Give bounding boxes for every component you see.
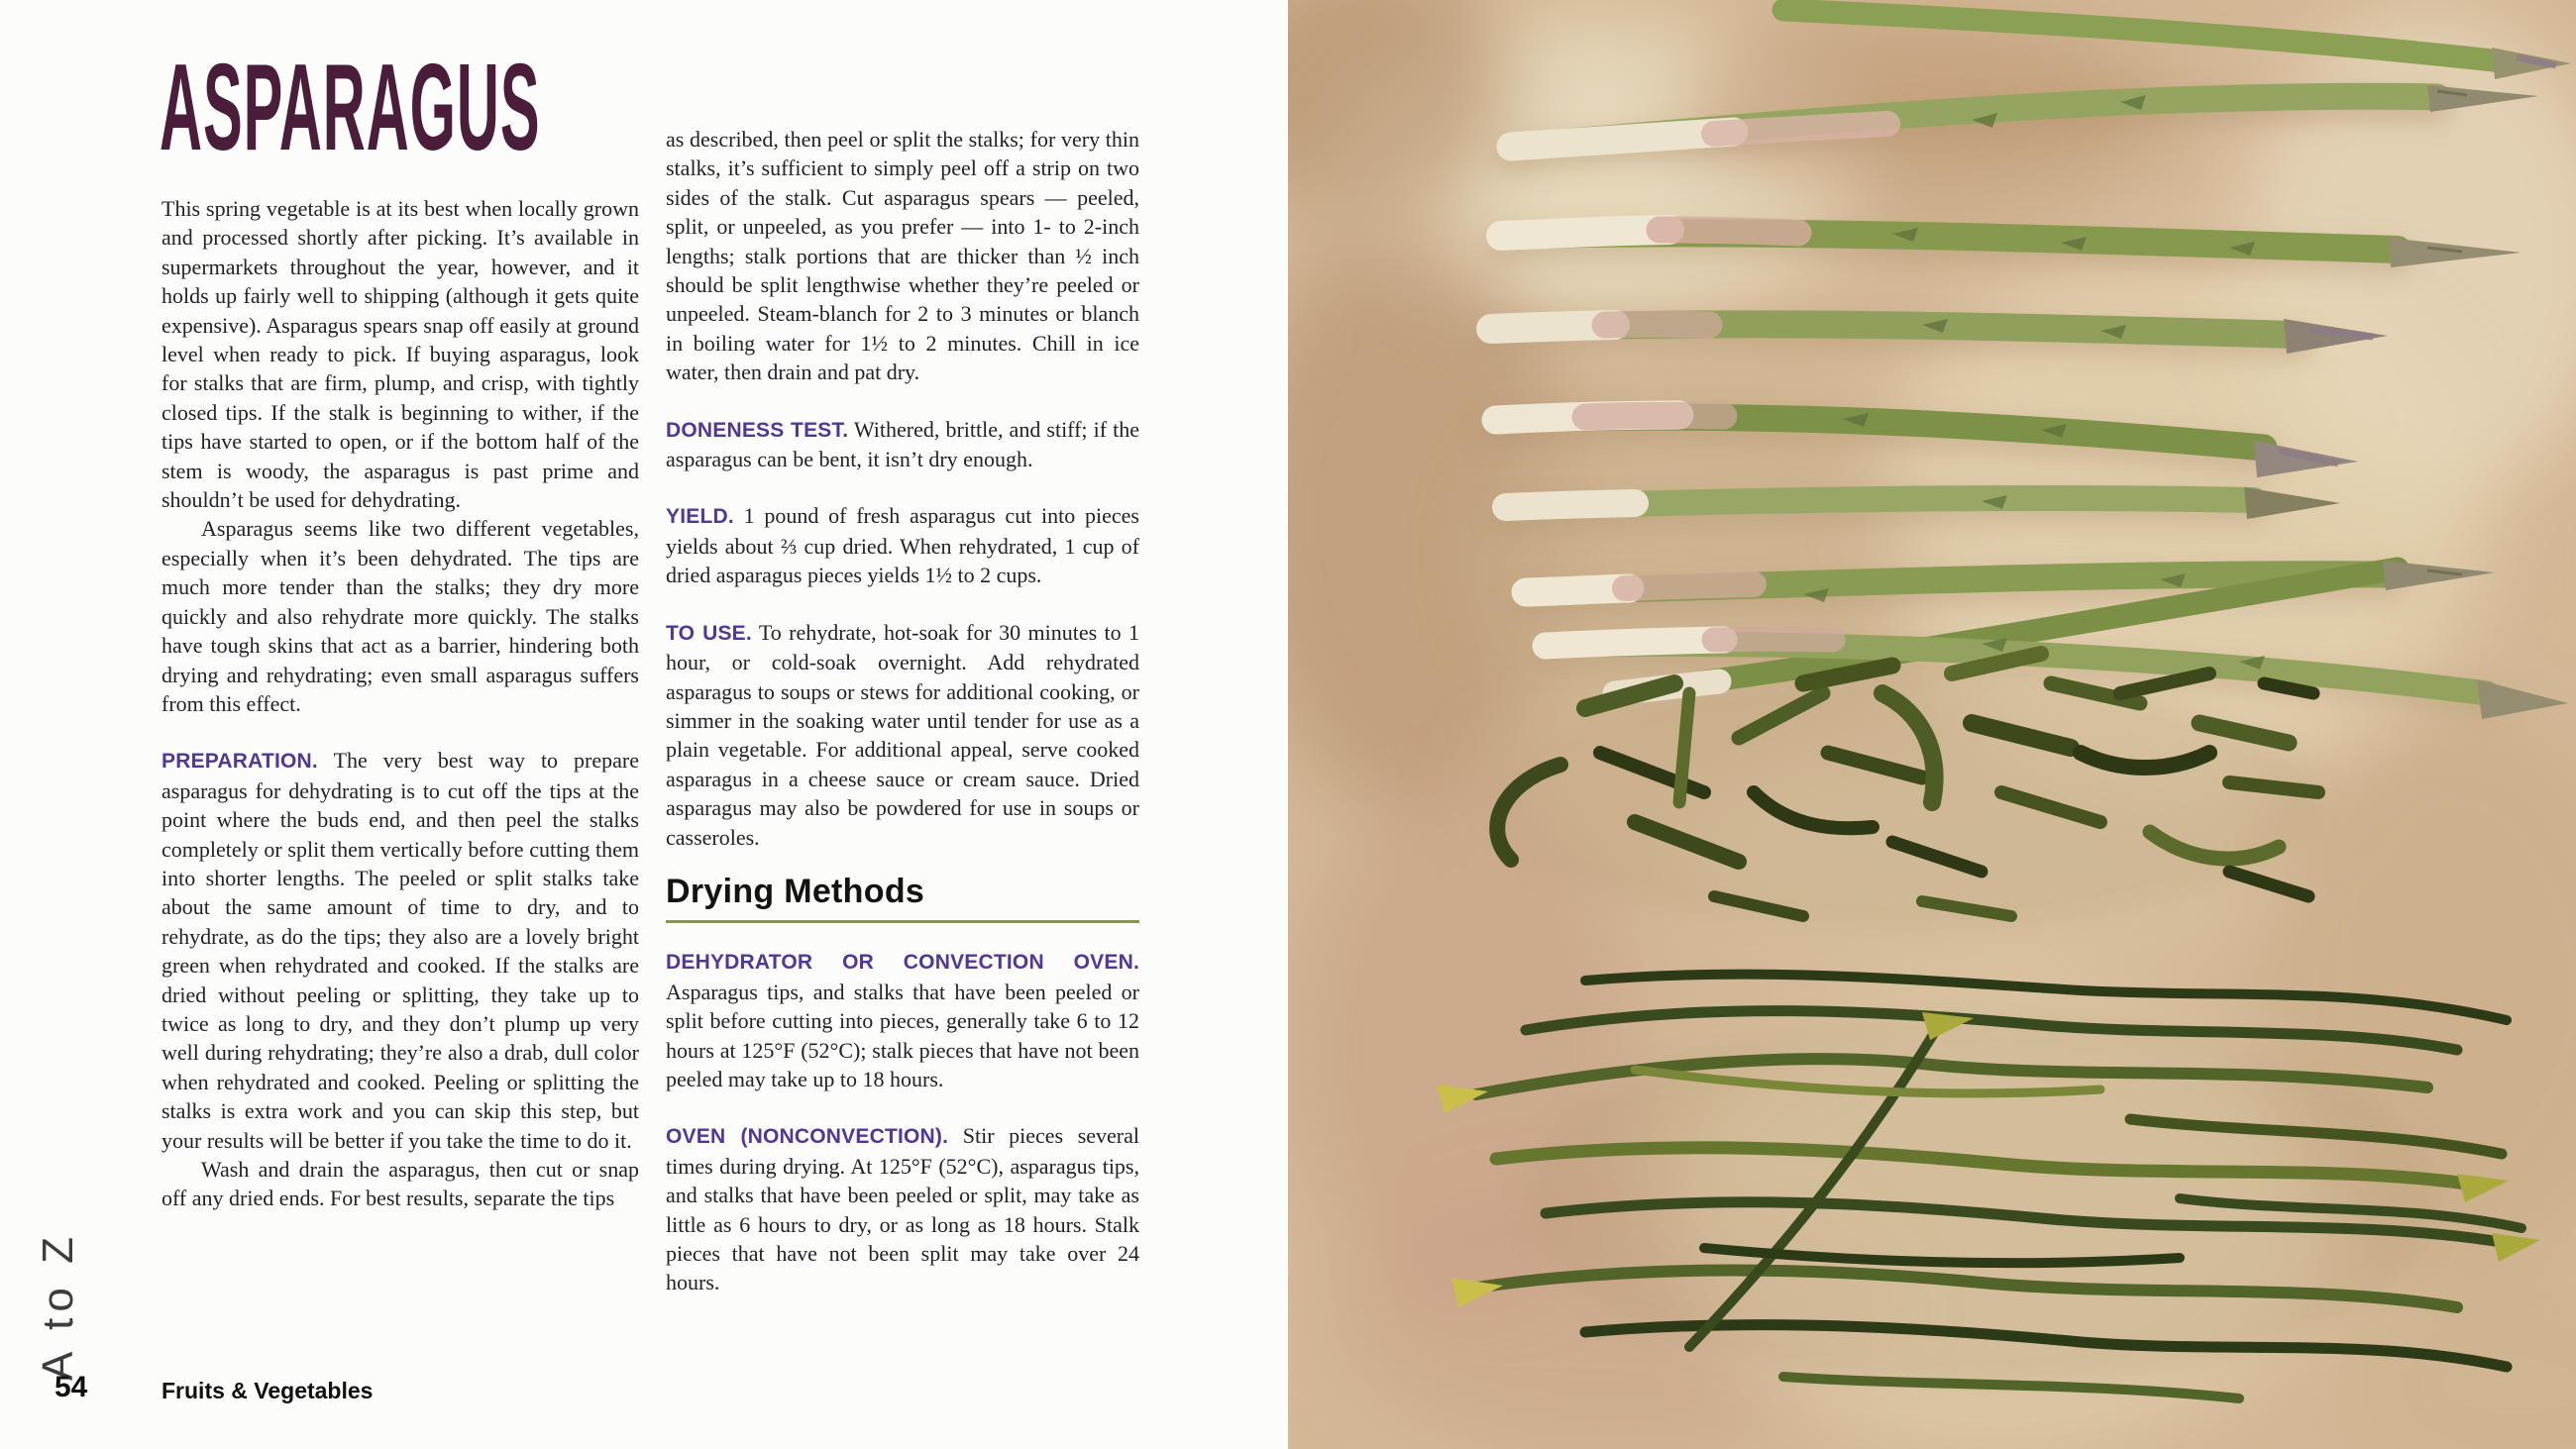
yield-label: YIELD. bbox=[666, 505, 734, 529]
yield-section bbox=[666, 501, 1139, 589]
page-number: 54 bbox=[54, 1371, 88, 1403]
wash-paragraph: Wash and drain the asparagus, then cut or snap off any dried ends. For best results, separate the tips bbox=[161, 1157, 639, 1211]
doneness-text: Withered, brittle, and stiff; if the asparagus can be bent, it isn’t dry enough. bbox=[666, 416, 1139, 472]
text-column-2 bbox=[666, 125, 1139, 1297]
oven-text: Stir pieces several times during drying. At 125°F (52°C), asparagus tips, and stalks that have been peeled or split, may take as little as 6 hours to dry, or as long as 18 hours. Stalk pieces that have not been split may take over 24 hours. bbox=[666, 1123, 1139, 1295]
intro-paragraph-1: This spring vegetable is at its best when locally grown and processed shortly after picking. It’s available in supermarkets throughout the year, however, and it holds up fairly well to shipping (although it gets quite expensive). Asparagus spears snap off easily at ground level when ready to pick. If buying asparagus, look for stalks that are firm, plump, and crisp, with tightly closed tips. If the stalk is beginning to wither, if the tips have started to open, or if the bottom half of the stem is woody, the asparagus is past prime and shouldn’t be used for dehydrating. bbox=[161, 196, 639, 513]
intro-paragraph-2: Asparagus seems like two different vegetables, especially when it’s been dehydrated. The tips are much more tender than the stalks; they dry more quickly and also rehydrate more quickly. The stalks have tough skins that act as a barrier, hindering both drying and rehydrating; even small asparagus suffers from this effect. bbox=[161, 516, 639, 716]
margin-section-label: A to Z bbox=[34, 1231, 82, 1381]
to-use-section bbox=[666, 618, 1139, 852]
doneness-section bbox=[666, 415, 1139, 474]
asparagus-photo bbox=[1288, 0, 2576, 1449]
continued-paragraph: as described, then peel or split the stalks; for very thin stalks, it’s sufficient to simply peel off a strip on two sides of the stalk. Cut asparagus spears — peeled, split, or unpeeled, as you prefer — into 1- to 2-inch lengths; stalk portions that are thicker than ½ inch should be split lengthwise whether they’re peeled or unpeeled. Steam-blanch for 2 to 3 minutes or blanch in boiling water for 1½ to 2 minutes. Chill in ice water, then drain and pat dry. bbox=[666, 127, 1139, 385]
page-title: ASPARAGUS bbox=[160, 40, 541, 176]
preparation-label: PREPARATION. bbox=[161, 750, 318, 774]
dehydrator-label: DEHYDRATOR OR CONVECTION OVEN. bbox=[666, 951, 1139, 975]
dehydrator-section bbox=[666, 947, 1139, 1093]
to-use-text: To rehydrate, hot-soak for 30 minutes to 1 hour, or cold-soak overnight. Add rehydrated asparagus to soups or stews for additional cooking, or simmer in the soaking water until tender for use as a plain vegetable. For additional appeal, serve cooked asparagus in a cheese sauce or cream sauce. Dried asparagus may also be powdered for use in soups or casseroles. bbox=[666, 619, 1140, 850]
oven-label: OVEN (NONCONVECTION). bbox=[666, 1125, 949, 1149]
text-column-1 bbox=[161, 194, 639, 1213]
dehydrator-text: Asparagus tips, and stalks that have been peeled or split before cutting into pieces, generally take 6 to 12 hours at 125°F (52°C); stalk pieces that have not been peeled may take up to 18 hours. bbox=[666, 979, 1139, 1091]
preparation-section bbox=[161, 746, 639, 1155]
footer-section-title: Fruits & Vegetables bbox=[161, 1378, 374, 1403]
doneness-label: DONENESS TEST. bbox=[666, 418, 849, 442]
to-use-label: TO USE. bbox=[666, 621, 752, 645]
drying-methods-heading: Drying Methods bbox=[666, 878, 1139, 923]
yield-text: 1 pound of fresh asparagus cut into pieces yields about ⅔ cup dried. When rehydrated, 1 cup of dried asparagus pieces yields 1½ to 2 cups. bbox=[666, 503, 1139, 588]
preparation-text: The very best way to prepare asparagus for dehydrating is to cut off the tips at the point where the buds end, and then peel the stalks completely or split them vertically before cutting them into shorter lengths. The peeled or split stalks take about the same amount of time to dry, and to rehydrate, as do the tips; they also are a lovely bright green when rehydrated and cooked. If the stalks are dried without peeling or splitting, they take up to twice as long to dry, and they don’t plump up very well during rehydrating; they’re also a drab, dull color when rehydrated and cooked. Peeling or splitting the stalks is extra work and you can skip this step, but your results will be better if you take the time to do it. bbox=[161, 748, 639, 1153]
oven-section bbox=[666, 1121, 1139, 1296]
